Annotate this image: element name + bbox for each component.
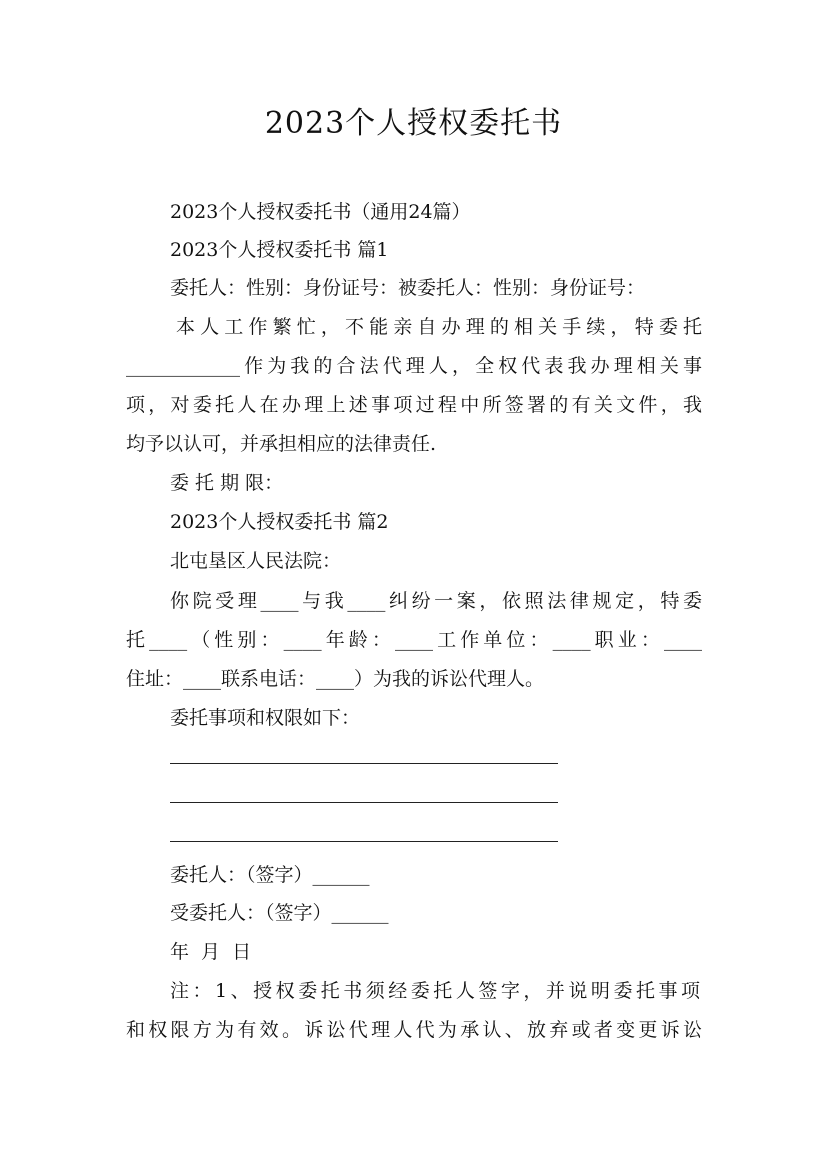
body-paragraph-line: 项，对委托人在办理上述事项过程中所签署的有关文件，我: [126, 394, 702, 416]
body-paragraph-line: 本人工作繁忙，不能亲自办理的相关手续，特委托: [176, 316, 702, 338]
body-paragraph-line: 均予以认可，并承担相应的法律责任.: [126, 433, 437, 455]
entrust-period: 委 托 期 限：: [170, 472, 284, 494]
agent-signature: 受委托人：（签字）______: [170, 902, 389, 924]
section-heading-1: 2023个人授权委托书 篇1: [170, 239, 389, 261]
note-line: 和权限方为有效。诉讼代理人代为承认、放弃或者变更诉讼: [126, 1019, 702, 1041]
date-line: 年 月 日: [170, 941, 252, 963]
blank-line: [170, 841, 558, 842]
document-subtitle: 2023个人授权委托书（通用24篇）: [170, 201, 471, 223]
scope-label: 委托事项和权限如下：: [170, 707, 361, 729]
parties-line: 委托人：性别：身份证号：被委托人：性别：身份证号：: [170, 277, 646, 299]
body-paragraph-line: 你院受理____与我____纠纷一案，依照法律规定，特委: [170, 590, 702, 612]
blank-line: [170, 763, 558, 764]
blank-line: [170, 802, 558, 803]
body-paragraph-line: 托____（性别：____年龄：____工作单位：____职业：____: [126, 629, 702, 651]
body-paragraph-line: 住址：____联系电话：____）为我的诉讼代理人。: [126, 668, 545, 690]
principal-signature: 委托人：（签字）______: [170, 864, 370, 886]
document-title: 2023个人授权委托书: [264, 106, 563, 141]
note-line: 注：1、授权委托书须经委托人签字，并说明委托事项: [170, 980, 700, 1002]
court-name: 北屯垦区人民法院：: [170, 550, 342, 572]
body-paragraph-line: ____________作为我的合法代理人，全权代表我办理相关事: [126, 355, 702, 377]
section-heading-2: 2023个人授权委托书 篇2: [170, 511, 389, 533]
